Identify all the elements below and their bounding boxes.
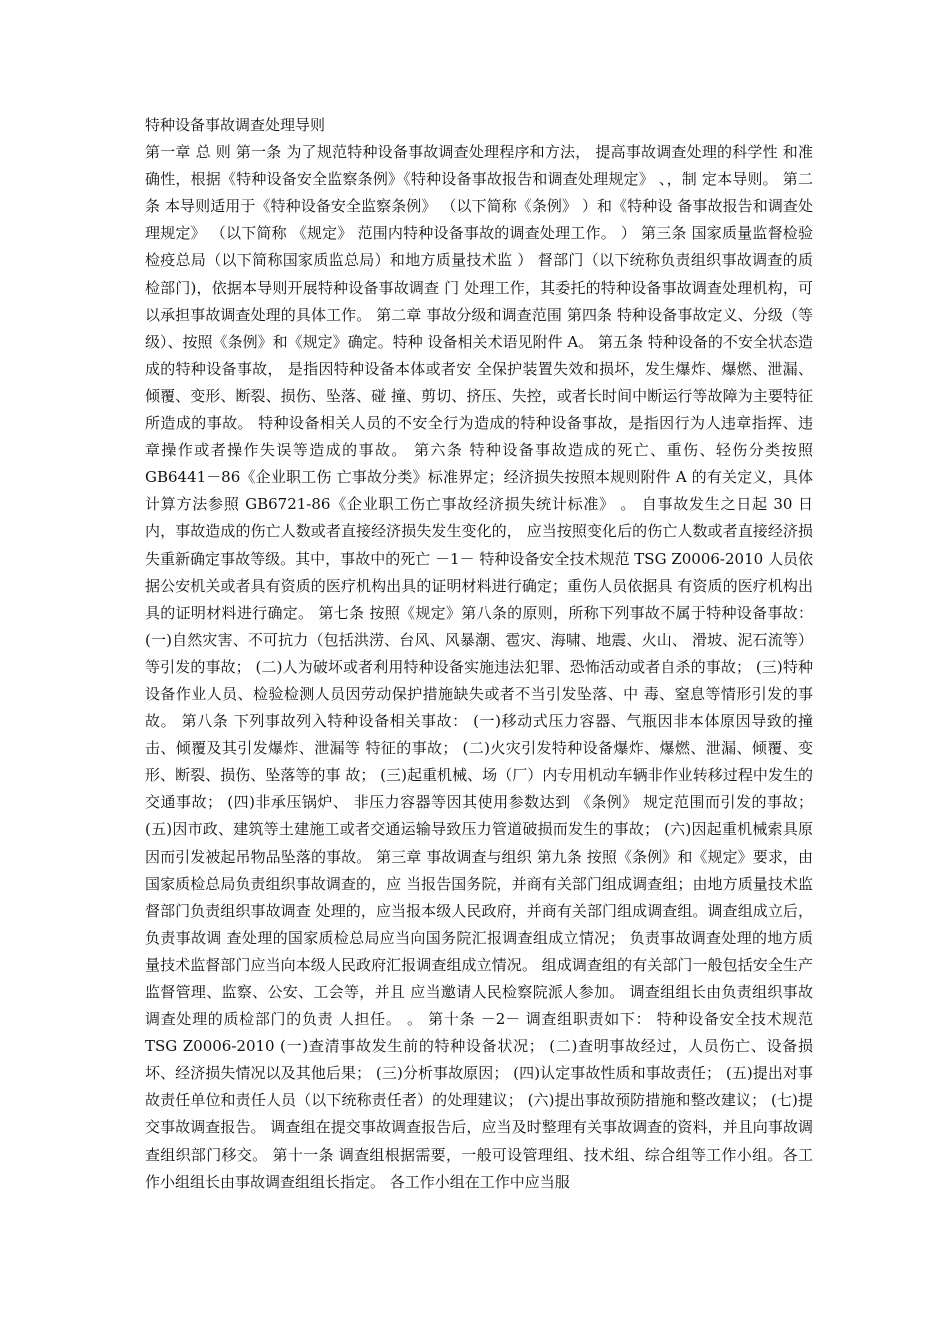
document-body-text: 第一章 总 则 第一条 为了规范特种设备事故调查处理程序和方法， 提高事故调查处理的科学性 和准确性，根据《特种设备安全监察条例》《特种设备事故报告和调查处理规定》 、，制 定本导则。 第二条 本导则适用于《特种设备安全监察条例》 （以下简称《条例》 ）和《特种设 备事故报告和调查处理规定》 （以下简称 《规定》 范围内特种设备事故的调查处理工作。 ） 第三条 国家质量监督检验检疫总局（以下简称国家质监总局）和地方质量技术监 ） 督部门（以下统称负责组织事故调查的质检部门)，依据本导则开展特种设备事故调查 门 处理工作，其委托的特种设备事故调查处理机构，可以承担事故调查处理的具体工作。 第二章 事故分级和调查范围 第四条 特种设备事故定义、分级（等级）、按照《条例》和《规定》确定。特种 设备相关术语见附件 A。 第五条 特种设备的不安全状态造成的特种设备事故， 是指因特种设备本体或者安 全保护装置失效和损坏，发生爆炸、爆燃、泄漏、倾覆、变形、断裂、损伤、坠落、碰 撞、剪切、挤压、失控，或者长时间中断运行等故障为主要特征所造成的事故。 特种设备相关人员的不安全行为造成的特种设备事故，是指因行为人违章指挥、违 章操作或者操作失误等造成的事故。 第六条 特种设备事故造成的死亡、重伤、轻伤分类按照 GB6441－86《企业职工伤 亡事故分类》标准界定；经济损失按照本规则附件 A 的有关定义，具体计算方法参照 GB6721-86《企业职工伤亡事故经济损失统计标准》 。 自事故发生之日起 30 日内，事故造成的伤亡人数或者直接经济损失发生变化的， 应当按照变化后的伤亡人数或者直接经济损失重新确定事故等级。其中，事故中的死亡 －1－ 特种设备安全技术规范 TSG Z0006-2010 人员依据公安机关或者具有资质的医疗机构出具的证明材料进行确定；重伤人员依据具 有资质的医疗机构出具的证明材料进行确定。 第七条 按照《规定》第八条的原则，所称下列事故不属于特种设备事故： (一)自然灾害、不可抗力（包括洪涝、台风、风暴潮、雹灾、海啸、地震、火山、 滑坡、泥石流等）等引发的事故； (二)人为破坏或者利用特种设备实施违法犯罪、恐怖活动或者自杀的事故； (三)特种设备作业人员、检验检测人员因劳动保护措施缺失或者不当引发坠落、中 毒、窒息等情形引发的事故。 第八条 下列事故列入特种设备相关事故： (一)移动式压力容器、气瓶因非本体原因导致的撞击、倾覆及其引发爆炸、泄漏等 特征的事故； (二)火灾引发特种设备爆炸、爆燃、泄漏、倾覆、变形、断裂、损伤、坠落等的事 故； (三)起重机械、场（厂）内专用机动车辆非作业转移过程中发生的交通事故； (四)非承压锅炉、 非压力容器等因其使用参数达到 《条例》 规定范围而引发的事故； (五)因市政、建筑等土建施工或者交通运输导致压力管道破损而发生的事故； (六)因起重机械索具原因而引发被起吊物品坠落的事故。 第三章 事故调查与组织 第九条 按照《条例》和《规定》要求，由国家质检总局负责组织事故调查的，应 当报告国务院，并商有关部门组成调查组；由地方质量技术监督部门负责组织事故调查 处理的，应当报本级人民政府，并商有关部门组成调查组。调查组成立后，负责事故调 查处理的国家质检总局应当向国务院汇报调查组成立情况； 负责事故调查处理的地方质 量技术监督部门应当向本级人民政府汇报调查组成立情况。 组成调查组的有关部门一般包括安全生产监督管理、监察、公安、工会等，并且 应当邀请人民检察院派人参加。 调查组组长由负责组织事故调查处理的质检部门的负责 人担任。 。 第十条 －2－ 调查组职责如下： 特种设备安全技术规范 TSG Z0006-2010 (一)查清事故发生前的特种设备状况； (二)查明事故经过，人员伤亡、设备损坏、经济损失情况以及其他后果； (三)分析事故原因； (四)认定事故性质和事故责任； (五)提出对事故责任单位和责任人员（以下统称责任者）的处理建议； (六)提出事故预防措施和整改建议； (七)提交事故调查报告。 调查组在提交事故调查报告后，应当及时整理有关事故调查的资料，并且向事故调 查组织部门移交。 第十一条 调查组根据需要，一般可设管理组、技术组、综合组等工作小组。各工 作小组组长由事故调查组组长指定。 各工作小组在工作中应当服 (145, 143, 813, 1191)
document-title: 特种设备事故调查处理导则 (145, 116, 326, 134)
document-page (145, 112, 813, 1196)
